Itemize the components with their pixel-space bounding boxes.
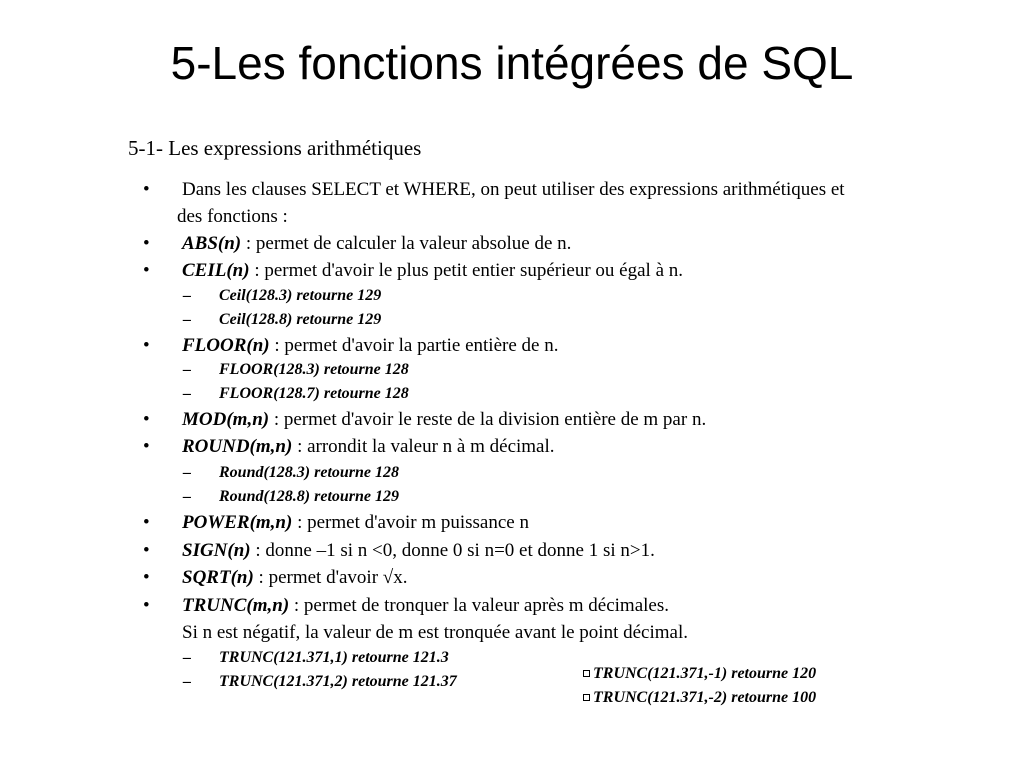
bullet-glyph: • [143,436,150,457]
dash-glyph: – [183,649,191,666]
bullet-glyph: • [143,540,150,561]
function-description: : permet d'avoir le plus petit entier supérieur ou égal à n. [249,260,683,281]
bullet-glyph: • [143,335,150,356]
function-description: : permet d'avoir m puissance n [292,512,529,533]
bullet-glyph: • [143,179,150,200]
example-text: Ceil(128.3) retourne 129 [219,287,382,304]
example-text: Ceil(128.8) retourne 129 [219,311,382,328]
dash-glyph: – [183,673,191,690]
dash-glyph: – [183,488,191,505]
bullet-glyph: • [143,233,150,254]
function-name: ABS(n) [182,233,242,254]
function-name: SIGN(n) [182,540,251,561]
bullet-glyph: • [143,512,150,533]
function-description: : permet d'avoir √x. [253,567,408,588]
bullet-glyph: • [143,595,150,616]
side-example-2 [583,688,816,708]
function-name: CEIL(n) [182,260,250,281]
example-text: TRUNC(121.371,2) retourne 121.37 [219,673,457,690]
example-text: TRUNC(121.371,-2) retourne 100 [593,689,817,706]
bullet-glyph: • [143,567,150,588]
example-text: TRUNC(121.371,1) retourne 121.3 [219,649,449,666]
dash-glyph: – [183,287,191,304]
function-description: : permet d'avoir la partie entière de n. [269,335,559,356]
bullet-text: Dans les clauses SELECT et WHERE, on peut utiliser des expressions arithmétiques et [182,179,845,200]
square-bullet-icon [583,670,590,677]
function-name: TRUNC(m,n) [182,595,290,616]
dash-glyph: – [183,464,191,481]
example-text: FLOOR(128.7) retourne 128 [219,385,409,402]
section-subtitle: 5-1- Les expressions arithmétiques [128,136,422,160]
function-name: MOD(m,n) [182,409,270,430]
function-name: SQRT(n) [182,567,254,588]
example-text: TRUNC(121.371,-1) retourne 120 [593,665,817,682]
example-text: Round(128.3) retourne 128 [219,464,400,481]
function-name: ROUND(m,n) [182,436,293,457]
bullet-glyph: • [143,260,150,281]
function-description: : permet de calculer la valeur absolue de n. [241,233,572,254]
slide-title: 5-Les fonctions intégrées de SQL [170,37,854,89]
side-example-1 [583,664,816,684]
dash-glyph: – [183,361,191,378]
function-name: FLOOR(n) [182,335,270,356]
dash-glyph: – [183,311,191,328]
square-bullet-icon [583,694,590,701]
function-name: POWER(m,n) [182,512,293,533]
function-description: Si n est négatif, la valeur de m est tronquée avant le point décimal. [182,622,688,643]
dash-glyph: – [183,385,191,402]
bullet-glyph: • [143,409,150,430]
example-text: Round(128.8) retourne 129 [219,488,400,505]
example-text: FLOOR(128.3) retourne 128 [219,361,409,378]
function-description: : donne –1 si n <0, donne 0 si n=0 et donne 1 si n>1. [250,540,655,561]
function-description: : permet de tronquer la valeur après m décimales. [289,595,669,616]
bullet-text: des fonctions : [177,206,288,227]
function-description: : arrondit la valeur n à m décimal. [292,436,555,457]
function-description: : permet d'avoir le reste de la division entière de m par n. [269,409,707,430]
